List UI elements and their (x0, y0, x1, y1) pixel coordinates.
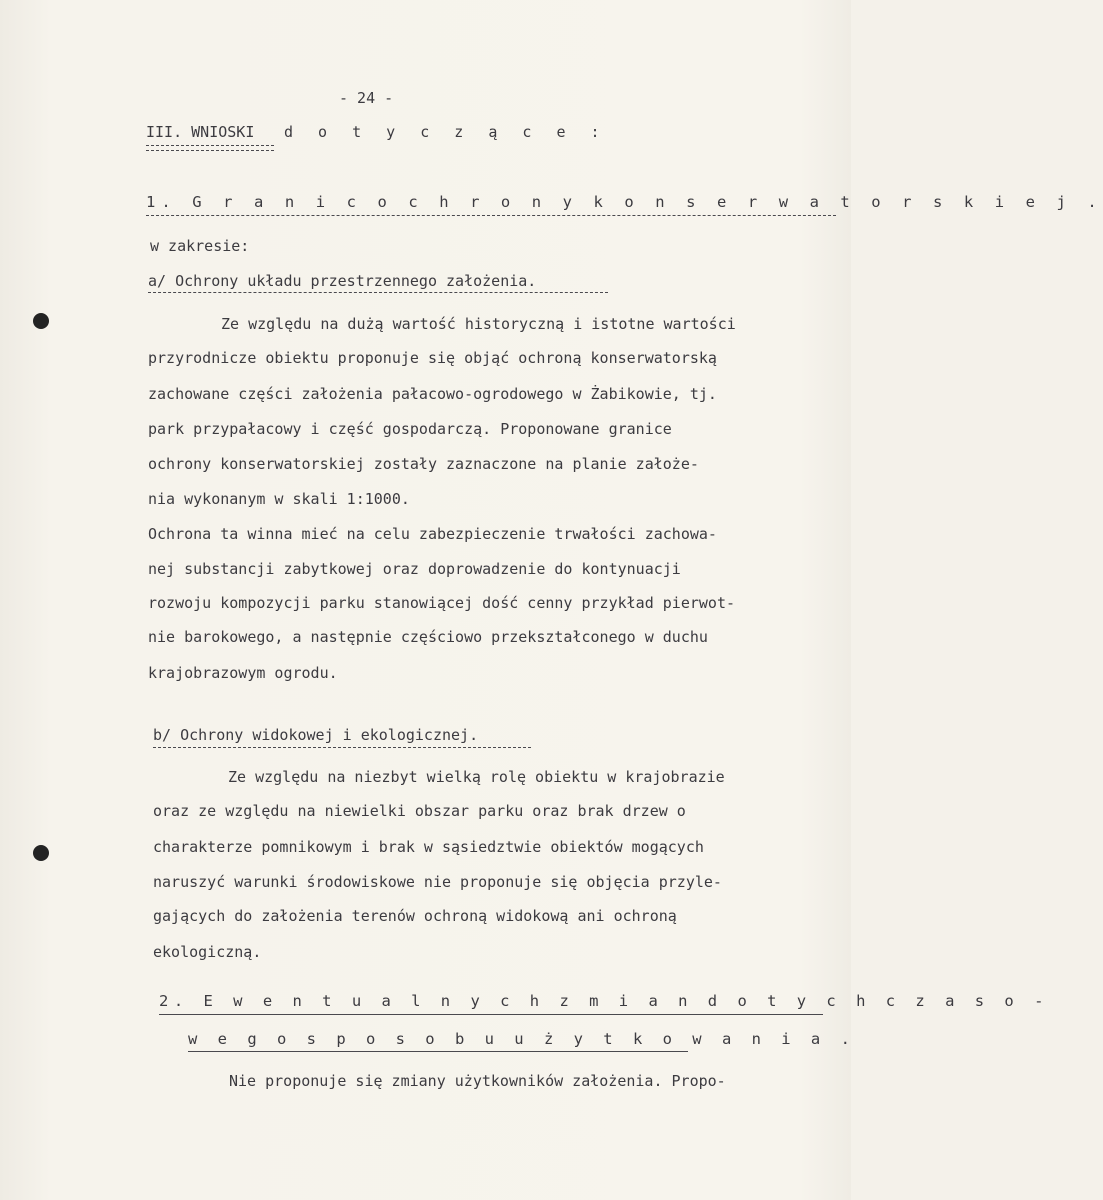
item2-title-line2: w e g o s p o s o b u u ż y t k o w a n i a . (188, 1030, 856, 1048)
body-line: oraz ze względu na niewielki obszar parku oraz brak drzew o (153, 802, 686, 820)
item1-scope: w zakresie: (150, 237, 250, 255)
heading-underline (146, 145, 274, 151)
sub-a-title: a/ Ochrony układu przestrzennego założenia. (148, 272, 537, 290)
body-line: Nie proponuje się zmiany użytkowników założenia. Propo- (229, 1072, 726, 1090)
body-line: krajobrazowym ogrodu. (148, 664, 338, 682)
body-line: park przypałacowy i część gospodarczą. Proponowane granice (148, 420, 672, 438)
body-line: zachowane części założenia pałacowo-ogrodowego w Żabikowie, tj. (148, 385, 717, 403)
section-heading-tail: d o t y c z ą c e : (284, 123, 608, 141)
item1-title: 1. G r a n i c o c h r o n y k o n s e r w a t o r s k i e j . (146, 193, 1103, 211)
body-line: Ze względu na dużą wartość historyczną i istotne wartości (221, 315, 736, 333)
body-line: naruszyć warunki środowiskowe nie proponuje się objęcia przyle- (153, 873, 722, 891)
item2-title-line1: 2. E w e n t u a l n y c h z m i a n d o t y c h c z a s o - (159, 992, 1049, 1010)
body-line: charakterze pomnikowym i brak w sąsiedztwie obiektów mogących (153, 838, 704, 856)
body-line: rozwoju kompozycji parku stanowiącej dość cenny przykład pierwot- (148, 594, 735, 612)
body-line: Ze względu na niezbyt wielką rolę obiektu w krajobrazie (228, 768, 725, 786)
body-line: przyrodnicze obiektu proponuje się objąć ochroną konserwatorską (148, 349, 717, 367)
section-heading: III. WNIOSKI (146, 123, 255, 141)
body-line: nia wykonanym w skali 1:1000. (148, 490, 410, 508)
body-line: ekologiczną. (153, 943, 262, 961)
item1-underline (146, 215, 836, 216)
body-line: ochrony konserwatorskiej zostały zaznaczone na planie założe- (148, 455, 699, 473)
body-line: gających do założenia terenów ochroną widokową ani ochroną (153, 907, 677, 925)
item2-underline (188, 1051, 688, 1052)
sub-b-title: b/ Ochrony widokowej i ekologicznej. (153, 726, 479, 744)
body-line: Ochrona ta winna mieć na celu zabezpieczenie trwałości zachowa- (148, 525, 717, 543)
punch-hole (33, 313, 49, 329)
page-number: - 24 - (339, 89, 394, 107)
punch-hole (33, 845, 49, 861)
body-line: nie barokowego, a następnie częściowo przekształconego w duchu (148, 628, 708, 646)
body-line: nej substancji zabytkowej oraz doprowadzenie do kontynuacji (148, 560, 681, 578)
item2-underline (159, 1014, 823, 1015)
sub-b-underline (153, 747, 531, 748)
sub-a-underline (148, 292, 608, 293)
